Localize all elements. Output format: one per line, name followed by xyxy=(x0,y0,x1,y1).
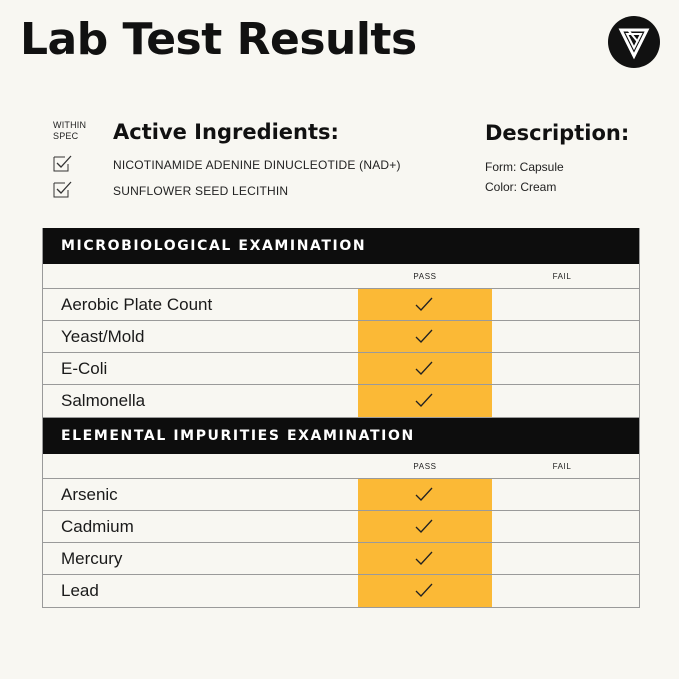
pass-cell xyxy=(358,321,492,352)
pass-check-icon xyxy=(415,583,433,598)
ingredient-item: SUNFLOWER SEED LECITHIN xyxy=(113,184,289,198)
test-name: Lead xyxy=(61,581,99,600)
table-row xyxy=(43,385,639,417)
brand-v-logo-icon xyxy=(608,16,660,68)
test-name: Yeast/Mold xyxy=(61,327,145,346)
pass-cell xyxy=(358,479,492,510)
table-row xyxy=(43,543,639,575)
description-color: Color: Cream xyxy=(485,180,557,194)
column-header-row xyxy=(43,264,639,289)
table-row xyxy=(43,511,639,543)
ingredient-item: NICOTINAMIDE ADENINE DINUCLEOTIDE (NAD+) xyxy=(113,158,401,172)
table-row xyxy=(43,321,639,353)
pass-check-icon xyxy=(415,297,433,312)
test-name: Aerobic Plate Count xyxy=(61,295,213,314)
pass-cell xyxy=(358,511,492,542)
fail-column-header: FAIL xyxy=(552,462,572,471)
pass-check-icon xyxy=(415,551,433,566)
description-form: Form: Capsule xyxy=(485,160,564,174)
spec-check-icon xyxy=(53,154,73,172)
pass-cell xyxy=(358,543,492,574)
elemental-heading: ELEMENTAL IMPURITIES EXAMINATION xyxy=(43,418,639,454)
pass-check-icon xyxy=(415,519,433,534)
spec-check-icon xyxy=(53,180,73,198)
pass-cell xyxy=(358,575,492,607)
elemental-table xyxy=(42,418,640,608)
table-row xyxy=(43,575,639,607)
active-ingredients-heading: Active Ingredients: xyxy=(113,120,339,144)
pass-cell xyxy=(358,289,492,320)
test-name: Salmonella xyxy=(61,391,146,410)
column-header-row xyxy=(43,454,639,479)
test-name: Mercury xyxy=(61,549,123,568)
pass-column-header: PASS xyxy=(413,462,437,471)
microbiological-table xyxy=(42,228,640,418)
test-name: Cadmium xyxy=(61,517,134,536)
within-spec-label: WITHIN SPEC xyxy=(53,120,87,141)
pass-check-icon xyxy=(415,329,433,344)
fail-column-header: FAIL xyxy=(552,272,572,281)
table-row xyxy=(43,353,639,385)
test-name: E-Coli xyxy=(61,359,108,378)
description-heading: Description: xyxy=(485,121,630,145)
pass-check-icon xyxy=(415,487,433,502)
pass-check-icon xyxy=(415,393,433,408)
table-row xyxy=(43,289,639,321)
table-row xyxy=(43,479,639,511)
pass-cell xyxy=(358,353,492,384)
test-name: Arsenic xyxy=(61,485,118,504)
microbiological-heading: MICROBIOLOGICAL EXAMINATION xyxy=(43,228,639,264)
pass-column-header: PASS xyxy=(413,272,437,281)
pass-check-icon xyxy=(415,361,433,376)
pass-cell xyxy=(358,385,492,417)
page-title: Lab Test Results xyxy=(20,14,417,65)
